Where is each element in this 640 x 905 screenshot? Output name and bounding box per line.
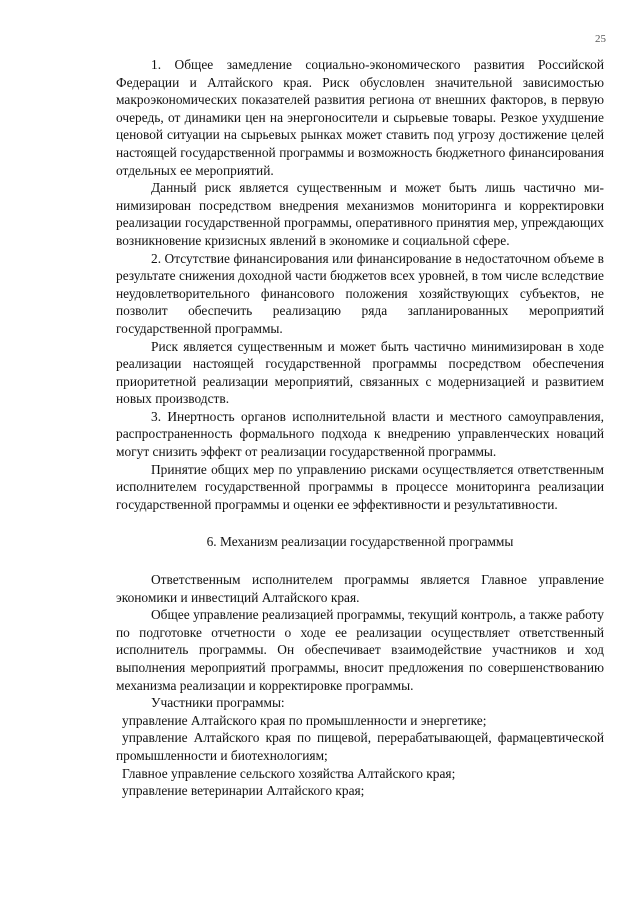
participant-item: управление ветеринарии Алтайского края;	[122, 783, 365, 799]
section-heading: 6. Механизм реализации государственной программы	[206, 534, 514, 550]
paragraph-risk-2: 2. Отсутствие финансирования или финансирование в недостаточном объеме в результате снижения доходной части бюджетов всех уровней, в том числе вследствие неудовлетворительного финансового положения хозяйствующих субъектов, не позволит обеспечить реализацию ряда запланированных мероприятий государственной программы.	[116, 250, 604, 336]
paragraph-risk-2-mitigation: Риск является существенным и может быть частично минимизирован в ходе реализации настоящей государственной программы посредством обеспечения приоритетной реализации мероприятий, связанных с модернизацией и развитием новых производств.	[116, 338, 604, 407]
participant-item: Главное управление сельского хозяйства Алтайского края;	[122, 765, 456, 781]
participant-item: управление Алтайского края по пищевой, перерабатывающей, фармацевтической промышленности и биотехнологиям;	[116, 730, 604, 763]
participants-label: Участники программы:	[151, 695, 285, 711]
paragraph-risk-1: 1. Общее замедление социально-экономического развития Российской Федерации и Алтайского края. Риск обусловлен значительной зависимостью макроэкономических показателей развития региона от внешних факторов, в первую очередь, от динамики цен на энергоносители и сырьевые товары. Резкое ухудшение ценовой ситуации на сырьевых рынках может ставить под угрозу достижение целей настоящей государственной программы и возможность бюджетного финансирования отдельных ее мероприятий.	[116, 57, 604, 178]
document-body	[116, 56, 604, 800]
paragraph-responsible-executor: Ответственным исполнителем программы является Главное управление экономики и инвестиций Алтайского края.	[116, 572, 604, 605]
paragraph-risk-management: Принятие общих мер по управлению рисками осуществляется ответственным исполнителем государственной программы в процессе мониторинга реализации государственной программы и оценки ее эффективности и результативности.	[116, 461, 604, 512]
participant-item: управление Алтайского края по промышленности и энергетике;	[122, 712, 487, 728]
page-number: 25	[595, 33, 606, 45]
paragraph-general-management: Общее управление реализацией программы, текущий контроль, а также работу по подготовке отчетности о ходе ее реализации осуществляет ответственный исполнитель программы. Он обеспечивает взаимодействие участников и ход выполнения мероприятий программы, вносит предложения по совершенствованию механизма реализации и корректировке программы.	[116, 607, 604, 693]
paragraph-risk-3: 3. Инертность органов исполнительной власти и местного самоуправления, распространенность формального подхода к внедрению управленческих новаций могут снизить эффект от реализации государственной программы.	[116, 408, 604, 460]
paragraph-risk-1-mitigation: Данный риск является существенным и может быть лишь частично минимизирован посредством внедрения механизмов мониторинга и корректировки реализации государственной программы, оперативного принятия мер, упреждающих возникновение кризисных явлений в экономике и социальной сфере.	[116, 180, 604, 248]
